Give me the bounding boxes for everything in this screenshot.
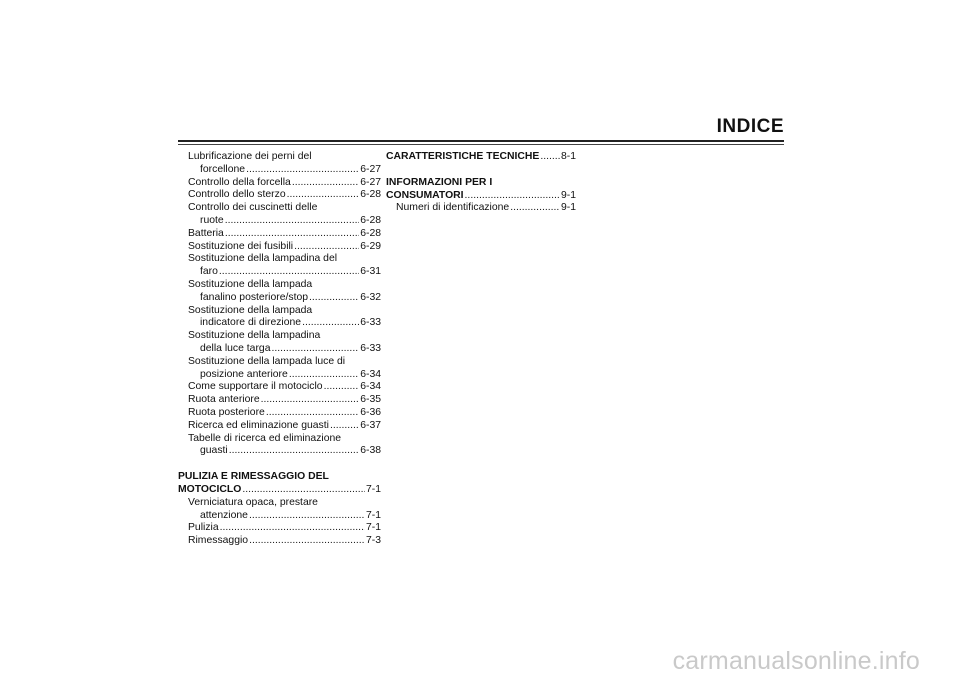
toc-entry[interactable] — [178, 369, 381, 382]
toc-entry-label: Ruota posteriore — [188, 406, 265, 418]
toc-entry-label: indicatore di direzione — [200, 317, 302, 329]
toc-leader-dots — [271, 343, 359, 356]
toc-page-number: 8-1 — [560, 151, 576, 162]
toc-entry-label: Numeri di identificazione — [396, 202, 510, 214]
toc-section-title: PULIZIA E RIMESSAGGIO DEL — [178, 471, 329, 483]
toc-leader-dots — [219, 266, 359, 279]
toc-page-number: 7-1 — [365, 522, 381, 534]
toc-entry-label: Sostituzione dei fusibili — [188, 240, 294, 252]
toc-section-entry[interactable] — [386, 151, 576, 164]
toc-leader-dots — [309, 292, 359, 305]
toc-entry[interactable] — [178, 381, 381, 394]
toc-page-number: 6-29 — [360, 240, 381, 252]
toc-page-number: 6-33 — [360, 342, 381, 354]
toc-leader-dots — [242, 484, 365, 497]
toc-page-number: 7-1 — [365, 483, 381, 495]
toc-entry-label: guasti — [200, 445, 228, 457]
toc-leader-dots — [249, 535, 365, 548]
watermark-text: carmanualsonline.info — [672, 647, 920, 675]
toc-entry[interactable] — [178, 164, 381, 177]
toc-entry[interactable] — [178, 189, 381, 202]
toc-page-number: 6-32 — [360, 291, 381, 303]
toc-entry[interactable] — [178, 228, 381, 241]
toc-page-number: 6-31 — [360, 266, 381, 278]
toc-entry[interactable] — [178, 445, 381, 458]
toc-leader-dots — [225, 215, 360, 228]
toc-leader-dots — [465, 190, 560, 203]
toc-page-number: 9-1 — [560, 189, 576, 201]
toc-right-column — [386, 151, 576, 215]
toc-entry-text: Controllo dei cuscinetti delle — [188, 202, 318, 214]
toc-entry-text: Sostituzione della lampada luce di — [188, 355, 346, 367]
section-spacer — [386, 164, 576, 177]
toc-entry-label: ruote — [200, 214, 224, 226]
toc-entry[interactable] — [178, 522, 381, 535]
toc-leader-dots — [510, 202, 560, 215]
toc-page-number: 6-34 — [360, 368, 381, 380]
toc-entry-label: Come supportare il motociclo — [188, 381, 323, 393]
toc-entry-label: posizione anteriore — [200, 368, 288, 380]
toc-entry-label: Ruota anteriore — [188, 394, 260, 406]
toc-section-entry[interactable] — [178, 484, 381, 497]
toc-entry[interactable] — [178, 317, 381, 330]
toc-leader-dots — [266, 407, 359, 420]
toc-entry-text: Sostituzione della lampadina — [188, 330, 321, 342]
toc-left-column — [178, 151, 381, 548]
toc-entry-text: Verniciatura opaca, prestare — [188, 496, 318, 508]
toc-leader-dots — [229, 445, 359, 458]
toc-page-number: 6-35 — [360, 394, 381, 406]
toc-section-label: CONSUMATORI — [386, 189, 464, 201]
toc-page-number: 6-33 — [360, 317, 381, 329]
page-title: INDICE — [716, 116, 784, 137]
toc-entry-label: della luce targa — [200, 342, 271, 354]
toc-entry-label: Batteria — [188, 227, 224, 239]
toc-entry[interactable] — [178, 292, 381, 305]
toc-entry[interactable] — [178, 215, 381, 228]
toc-entry[interactable] — [178, 535, 381, 548]
toc-page-number: 6-37 — [360, 419, 381, 431]
toc-leader-dots — [330, 420, 359, 433]
toc-entry[interactable] — [178, 510, 381, 523]
toc-page-number: 6-27 — [360, 163, 381, 175]
toc-page-number: 7-3 — [365, 535, 381, 547]
toc-entry-text: Sostituzione della lampadina del — [188, 253, 338, 265]
section-spacer — [178, 458, 381, 471]
toc-entry[interactable] — [178, 407, 381, 420]
toc-section-label: CARATTERISTICHE TECNICHE — [386, 151, 540, 162]
toc-entry-text: Sostituzione della lampada — [188, 278, 313, 290]
toc-leader-dots — [294, 241, 359, 254]
toc-leader-dots — [292, 177, 359, 190]
toc-entry-label: Rimessaggio — [188, 535, 249, 547]
toc-page-number: 6-28 — [360, 189, 381, 201]
header-rule-thick — [178, 140, 784, 142]
toc-entry[interactable] — [178, 420, 381, 433]
toc-section-title: INFORMAZIONI PER I — [386, 176, 493, 188]
toc-entry[interactable] — [178, 241, 381, 254]
toc-leader-dots — [287, 189, 360, 202]
header-rule-thin — [178, 144, 784, 145]
toc-entry-text: Lubrificazione dei perni del — [188, 151, 312, 162]
toc-page-number: 6-27 — [360, 176, 381, 188]
toc-entry-text: Tabelle di ricerca ed eliminazione — [188, 432, 342, 444]
toc-page-number: 7-1 — [365, 509, 381, 521]
toc-leader-dots — [225, 228, 359, 241]
toc-leader-dots — [540, 151, 560, 164]
toc-page-number: 9-1 — [560, 202, 576, 214]
toc-leader-dots — [249, 510, 365, 523]
toc-leader-dots — [220, 522, 365, 535]
toc-entry-label: Controllo della forcella — [188, 176, 291, 188]
toc-page-number: 6-36 — [360, 406, 381, 418]
toc-leader-dots — [261, 394, 360, 407]
toc-entry-label: fanalino posteriore/stop — [200, 291, 309, 303]
toc-entry[interactable] — [178, 177, 381, 190]
toc-entry[interactable] — [386, 202, 576, 215]
toc-entry[interactable] — [178, 266, 381, 279]
toc-leader-dots — [289, 369, 359, 382]
toc-entry-label: faro — [200, 266, 218, 278]
toc-page-number: 6-34 — [360, 381, 381, 393]
toc-section-label: MOTOCICLO — [178, 483, 242, 495]
toc-page-number: 6-38 — [360, 445, 381, 457]
toc-leader-dots — [246, 164, 359, 177]
toc-entry-text: Sostituzione della lampada — [188, 304, 313, 316]
toc-page-number: 6-28 — [360, 214, 381, 226]
toc-entry-label: Pulizia — [188, 522, 219, 534]
toc-entry-label: attenzione — [200, 509, 248, 521]
toc-entry-label: Ricerca ed eliminazione guasti — [188, 419, 329, 431]
toc-section-entry[interactable] — [386, 190, 576, 203]
toc-leader-dots — [302, 317, 359, 330]
toc-entry-label: Controllo dello sterzo — [188, 189, 286, 201]
toc-leader-dots — [324, 381, 360, 394]
toc-page-number: 6-28 — [360, 227, 381, 239]
toc-entry[interactable] — [178, 394, 381, 407]
toc-entry-label: forcellone — [200, 163, 246, 175]
toc-entry[interactable] — [178, 343, 381, 356]
